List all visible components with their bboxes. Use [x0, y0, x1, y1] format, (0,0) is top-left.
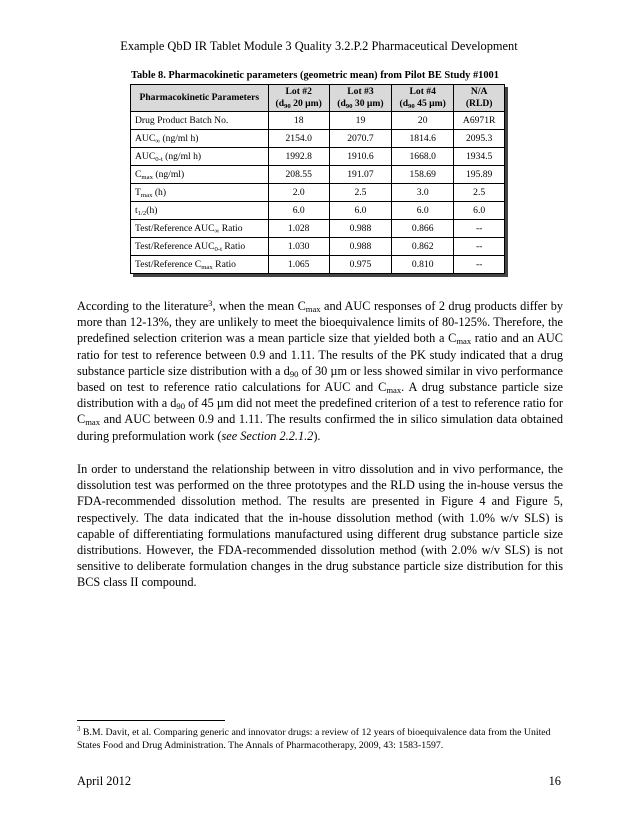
cell-lot4: 158.69 — [392, 166, 454, 184]
cell-lot4: 3.0 — [392, 184, 454, 202]
row-label: $C_{max}$ (ng/ml) — [131, 166, 269, 184]
cell-rld: -- — [454, 220, 505, 238]
cell-lot4: 1668.0 — [392, 148, 454, 166]
paragraph-dissolution: In order to understand the relationship between in vitro dissolution and in vivo performance, the dissolution test was performed on the three prototypes and the RLD using the in-house versus the FDA-recommended dissolution method. The results are presented in Figure 4 and Figure 5, respectively. The data indicated that the in-house dissolution method (with 1.0% w/v SLS) is capable of differentiating formulations manufactured using different drug substance particle size distributions. However, the FDA-recommended dissolution method (with 2.0% w/v SLS) is not sensitive to deliberate formulation changes in the drug substance particle size distribution for this BCS class II compound. — [77, 462, 563, 590]
cell-rld: 2095.3 — [454, 130, 505, 148]
cell-lot2: 2.0 — [268, 184, 329, 202]
row-label: Test/Reference $C_{max}$ Ratio — [131, 256, 269, 274]
header-lot2: Lot #2 ($d_{90}$ 20 µm) — [268, 85, 329, 112]
table-row — [131, 256, 505, 274]
cell-rld: -- — [454, 256, 505, 274]
cell-lot4: 0.862 — [392, 238, 454, 256]
header-lot3: Lot #3 ($d_{90}$ 30 µm) — [329, 85, 391, 112]
row-label: $T_{max}$ (h) — [131, 184, 269, 202]
cell-rld: 2.5 — [454, 184, 505, 202]
cell-rld: 195.89 — [454, 166, 505, 184]
cell-rld: -- — [454, 238, 505, 256]
table-row — [131, 112, 505, 130]
cell-lot3: 2.5 — [329, 184, 391, 202]
cell-lot2: 1.030 — [268, 238, 329, 256]
cell-lot4: 0.866 — [392, 220, 454, 238]
table-row — [131, 220, 505, 238]
cell-lot3: 6.0 — [329, 202, 391, 220]
table-row — [131, 238, 505, 256]
cell-rld: 6.0 — [454, 202, 505, 220]
footer-date: April 2012 — [77, 774, 132, 788]
page-number: 16 — [548, 774, 561, 788]
page-header: Example QbD IR Tablet Module 3 Quality 3.2.P.2 Pharmaceutical Development — [120, 39, 518, 53]
cell-lot2: 208.55 — [268, 166, 329, 184]
table-caption: Table 8. Pharmacokinetic parameters (geometric mean) from Pilot BE Study #1001 — [131, 70, 499, 81]
header-lot4: Lot #4 ($d_{90}$ 45 µm) — [392, 85, 454, 112]
cell-lot3: 191.07 — [329, 166, 391, 184]
header-rld: N/A (RLD) — [454, 85, 505, 112]
cell-lot2: 18 — [268, 112, 329, 130]
row-label: $AUC_\infty$ (ng/ml h) — [131, 130, 269, 148]
table-header-row — [131, 85, 505, 112]
cell-lot4: 1814.6 — [392, 130, 454, 148]
cell-lot2: 2154.0 — [268, 130, 329, 148]
footnote-divider — [77, 720, 225, 721]
cell-rld: 1934.5 — [454, 148, 505, 166]
row-label: $t_{1/2}(h)$ — [131, 202, 269, 220]
row-label: Drug Product Batch No. — [131, 112, 269, 130]
table-row — [131, 202, 505, 220]
cell-lot3: 2070.7 — [329, 130, 391, 148]
cell-lot3: 19 — [329, 112, 391, 130]
footnote: $^3$ B.M. Davit, et al. Comparing generic and innovator drugs: a review of 12 years of bioequivalence data from the United States Food and Drug Administration. The Annals of Pharmacotherapy, 2009, 43: 1583-1597. — [77, 726, 551, 751]
table-row — [131, 148, 505, 166]
row-label: Test/Reference $AUC_\infty$ Ratio — [131, 220, 269, 238]
cell-lot3: 0.975 — [329, 256, 391, 274]
cell-lot2: 6.0 — [268, 202, 329, 220]
cell-lot2: 1992.8 — [268, 148, 329, 166]
row-label: Test/Reference $AUC_{0-t}$ Ratio — [131, 238, 269, 256]
section-reference: see Section 2.2.1.2 — [221, 428, 314, 443]
cell-lot2: 1.065 — [268, 256, 329, 274]
header-parameters: Pharmacokinetic Parameters — [131, 85, 269, 112]
cell-rld: A6971R — [454, 112, 505, 130]
cell-lot3: 0.988 — [329, 238, 391, 256]
cell-lot4: 20 — [392, 112, 454, 130]
row-label: $AUC_{0-t}$ (ng/ml h) — [131, 148, 269, 166]
cell-lot3: 1910.6 — [329, 148, 391, 166]
table-row — [131, 166, 505, 184]
cell-lot4: 6.0 — [392, 202, 454, 220]
table-row — [131, 184, 505, 202]
cell-lot3: 0.988 — [329, 220, 391, 238]
cell-lot2: 1.028 — [268, 220, 329, 238]
footnote-reference[interactable]: 3 — [208, 298, 213, 308]
paragraph-literature: According to the literature$^3$, when the mean $C_{max}$ and AUC responses of 2 drug products differ by more than 12-13%, they are unlikely to meet the bioequivalence limits of 80-125%. Therefore, the predefined selection criterion was a mean particle size that yielded both a $C_{max}$ ratio and an AUC ratio for test to reference between 0.9 and 1.11. The results of the PK study indicated that a drug substance particle size distribution with a $d_{90}$ of 30 µm or less showed similar in vivo performance based on test to reference ratio calculations for AUC and $C_{max}$. A drug substance particle size distribution with a $d_{90}$ of 45 µm did not meet the predefined criterion of a test to reference ratio for $C_{max}$ and AUC between 0.9 and 1.11. The results confirmed the in silico simulation data obtained during preformulation work (see Section 2.2.1.2). — [77, 298, 563, 443]
cell-lot4: 0.810 — [392, 256, 454, 274]
table-row — [131, 130, 505, 148]
pk-parameters-table — [130, 84, 505, 274]
